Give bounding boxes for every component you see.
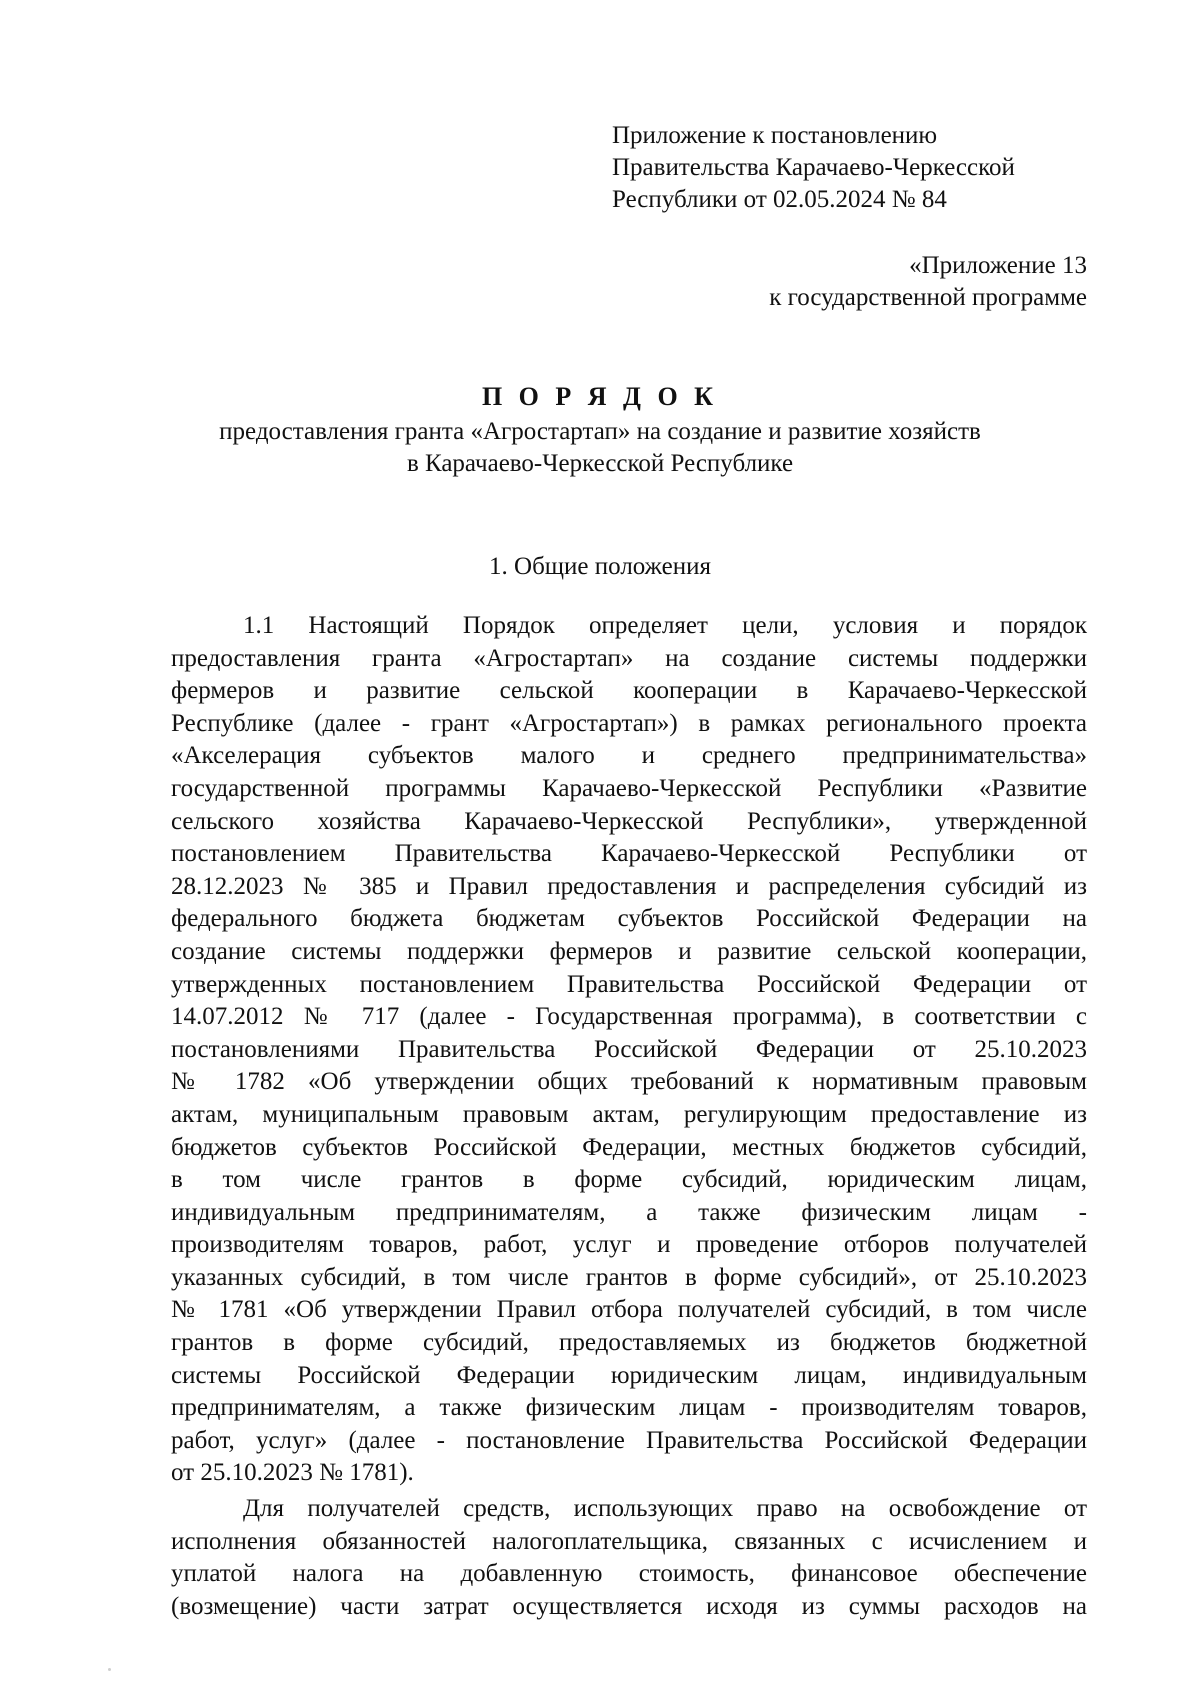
paragraph-line: постановлениями Правительства Российской Федерации от 25.10.2023 [171, 1035, 1087, 1063]
paragraph-line: уплатой налога на добавленную стоимость, финансовое обеспечение [171, 1560, 1087, 1588]
paragraph-line: создание системы поддержки фермеров и развитие сельской кооперации, [171, 937, 1087, 965]
paragraph-line: работ, услуг» (далее - постановление Правительства Российской Федерации [171, 1426, 1087, 1454]
paragraph-line: производителям товаров, работ, услуг и проведение отборов получателей [171, 1231, 1087, 1259]
paragraph-line: исполнения обязанностей налогоплательщика, связанных с исчислением и [171, 1527, 1087, 1555]
paragraph-line: указанных субсидий, в том числе грантов в форме субсидий», от 25.10.2023 [171, 1263, 1087, 1291]
paragraph-line: грантов в форме субсидий, предоставляемых из бюджетов бюджетной [171, 1329, 1087, 1357]
paragraph-line: государственной программы Карачаево-Черкесской Республики «Развитие [171, 774, 1087, 802]
paragraph-line: системы Российской Федерации юридическим лицам, индивидуальным [171, 1361, 1087, 1389]
paragraph-line: федерального бюджета бюджетам субъектов Российской Федерации на [171, 905, 1087, 933]
paragraph-line: «Акселерация субъектов малого и среднего предпринимательства» [171, 742, 1087, 770]
paragraph-line: актам, муниципальным правовым актам, регулирующим предоставление из [171, 1100, 1087, 1128]
paragraph-line: индивидуальным предпринимателям, а также физическим лицам - [171, 1198, 1087, 1226]
document-title: П О Р Я Д О К [481, 382, 719, 411]
paragraph-line: № 1781 «Об утверждении Правил отбора получателей субсидий, в том числе [171, 1296, 1087, 1324]
approval-note-line: Правительства Карачаево-Черкесской [612, 154, 1015, 181]
paragraph-line: (возмещение) части затрат осуществляется исходя из суммы расходов на [171, 1592, 1087, 1620]
appendix-note-line: к государственной программе [769, 284, 1087, 311]
paragraph-line: постановлением Правительства Карачаево-Черкесской Республики от [171, 840, 1087, 868]
paragraph-line: предпринимателям, а также физическим лицам - производителям товаров, [171, 1394, 1087, 1422]
paragraph-line: утвержденных постановлением Правительства Российской Федерации от [171, 970, 1087, 998]
section-heading: 1. Общие положения [489, 553, 711, 580]
approval-note-line: Приложение к постановлению [612, 122, 938, 149]
paragraph-line: фермеров и развитие сельской кооперации в Карачаево-Черкесской [171, 677, 1087, 705]
document-subtitle-line: в Карачаево-Черкесской Республике [406, 450, 794, 477]
appendix-note-line: «Приложение 13 [909, 252, 1087, 279]
paragraph-line: Республике (далее - грант «Агростартап») в рамках регионального проекта [171, 709, 1087, 737]
paragraph-1-1 [171, 610, 1087, 1490]
scan-dot [108, 1668, 111, 1671]
paragraph-line: предоставления гранта «Агростартап» на создание системы поддержки [171, 644, 1087, 672]
paragraph-tax-note [171, 1493, 1087, 1623]
appendix-note [587, 250, 1087, 314]
paragraph-line: Для получателей средств, использующих право на освобождение от [243, 1495, 1087, 1523]
document-subtitle-line: предоставления гранта «Агростартап» на создание и развитие хозяйств [219, 418, 981, 445]
approval-note-line: Республики от 02.05.2024 № 84 [612, 186, 947, 213]
paragraph-line: 1.1 Настоящий Порядок определяет цели, условия и порядок [243, 612, 1087, 639]
paragraph-line: 14.07.2012 № 717 (далее - Государственная программа), в соответствии с [171, 1003, 1087, 1031]
paragraph-line: от 25.10.2023 № 1781). [171, 1459, 414, 1487]
paragraph-line: бюджетов субъектов Российской Федерации, местных бюджетов субсидий, [171, 1133, 1087, 1161]
paragraph-line: в том числе грантов в форме субсидий, юридическим лицам, [171, 1166, 1087, 1194]
paragraph-line: № 1782 «Об утверждении общих требований к нормативным правовым [171, 1068, 1087, 1096]
paragraph-line: 28.12.2023 № 385 и Правил предоставления и распределения субсидий из [171, 872, 1087, 900]
approval-note [612, 120, 1132, 216]
paragraph-line: сельского хозяйства Карачаево-Черкесской Республики», утвержденной [171, 807, 1087, 835]
document-subtitle [0, 416, 1200, 480]
body-text [171, 610, 1087, 1626]
